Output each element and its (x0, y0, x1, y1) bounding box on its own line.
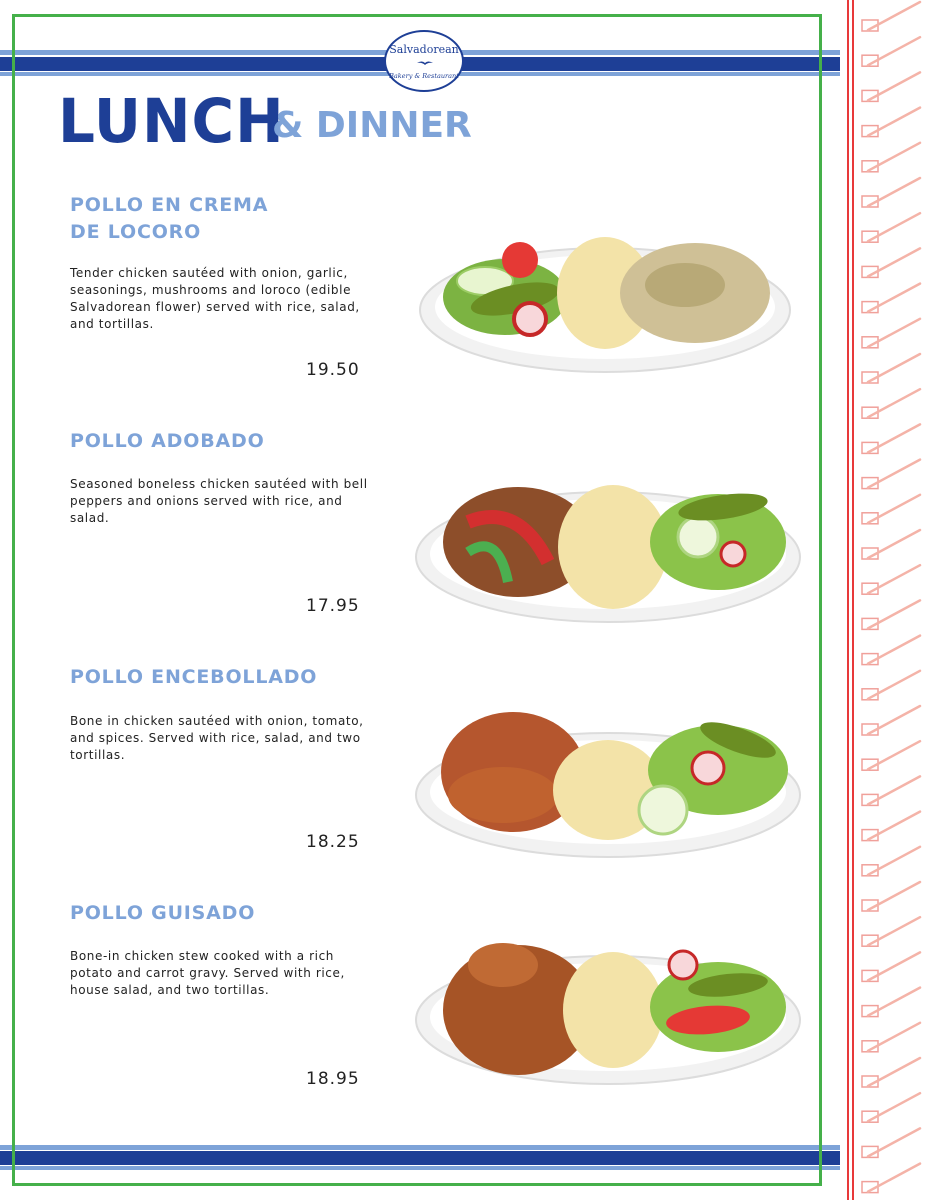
item-price-3: 18.25 (306, 832, 360, 852)
plate-chicken-onion (408, 700, 808, 870)
binder-rings (840, 0, 933, 1200)
plate-chicken-peppers (408, 462, 808, 632)
item-name-4 (70, 900, 255, 927)
binder-ring (868, 108, 920, 136)
binder-ring (868, 917, 920, 945)
item-price-4: 18.95 (306, 1069, 360, 1089)
binder-ring (868, 812, 920, 840)
binder-ring (868, 2, 920, 30)
logo-name: Salvadorean (389, 43, 459, 56)
binder-ring (868, 565, 920, 593)
plate-chicken-stew (408, 925, 808, 1095)
binder-ring (868, 319, 920, 347)
binder-ring (868, 1058, 920, 1086)
item-name-line: POLLO EN CREMA (70, 194, 269, 216)
plate-chicken-cream-sauce (410, 215, 800, 395)
binder-ring (868, 354, 920, 382)
binder-ring (868, 424, 920, 452)
binder-ring (868, 741, 920, 769)
heading-lunch: LUNCH (58, 85, 285, 157)
binder-ring (868, 600, 920, 628)
item-description-3: Bone in chicken sautéed with onion, tomato, and spices. Served with rice, salad, and two tortillas. (70, 714, 364, 762)
binder-ring (868, 37, 920, 65)
bottom-stripe-light-2 (0, 1166, 920, 1170)
binder-ring (868, 72, 920, 100)
item-description-4: Bone-in chicken stew cooked with a rich potato and carrot gravy. Served with rice, house salad, and two tortillas. (70, 949, 345, 997)
bottom-stripe-dark (0, 1151, 920, 1165)
binder-ring (868, 882, 920, 910)
binder-ring (868, 143, 920, 171)
heading-dinner: & DINNER (272, 105, 472, 146)
binder-ring (868, 776, 920, 804)
item-price-1: 19.50 (306, 360, 360, 380)
item-name-2 (70, 428, 265, 455)
binder-ring (868, 1128, 920, 1156)
binder-ring (868, 389, 920, 417)
item-name-line: POLLO ENCEBOLLADO (70, 666, 318, 688)
binder-ring (868, 213, 920, 241)
binder-ring (868, 988, 920, 1016)
item-description-2: Seasoned boneless chicken sautéed with bell peppers and onions served with rice, and salad. (70, 477, 368, 525)
restaurant-logo (384, 30, 464, 92)
item-name-1 (70, 192, 268, 246)
binder-ring (868, 1023, 920, 1051)
binder-ring (868, 706, 920, 734)
binder-ring (868, 952, 920, 980)
item-price-2: 17.95 (306, 596, 360, 616)
item-name-3 (70, 664, 317, 691)
binder-ring (868, 248, 920, 276)
logo-subtitle: Bakery & Restaurant (389, 72, 459, 80)
binder-ring (868, 530, 920, 558)
item-name-line: POLLO GUISADO (70, 902, 256, 924)
binder-ring (868, 847, 920, 875)
binder-ring (868, 636, 920, 664)
item-name-line: DE LOCORO (70, 221, 202, 243)
item-name-line: POLLO ADOBADO (70, 430, 265, 452)
binder-ring (868, 1093, 920, 1121)
item-description-1: Tender chicken sautéed with onion, garlic, seasonings, mushrooms and loroco (edible Salvadorean flower) served with rice, salad, and tortillas. (70, 266, 360, 331)
bottom-stripe-light (0, 1145, 920, 1150)
binder-ring (868, 460, 920, 488)
binder-ring (868, 178, 920, 206)
bird-icon (416, 59, 434, 67)
binder-ring (868, 284, 920, 312)
binder-ring (868, 495, 920, 523)
binder-ring (868, 671, 920, 699)
binder-ring (868, 1164, 920, 1192)
notebook-margin (840, 0, 933, 1200)
